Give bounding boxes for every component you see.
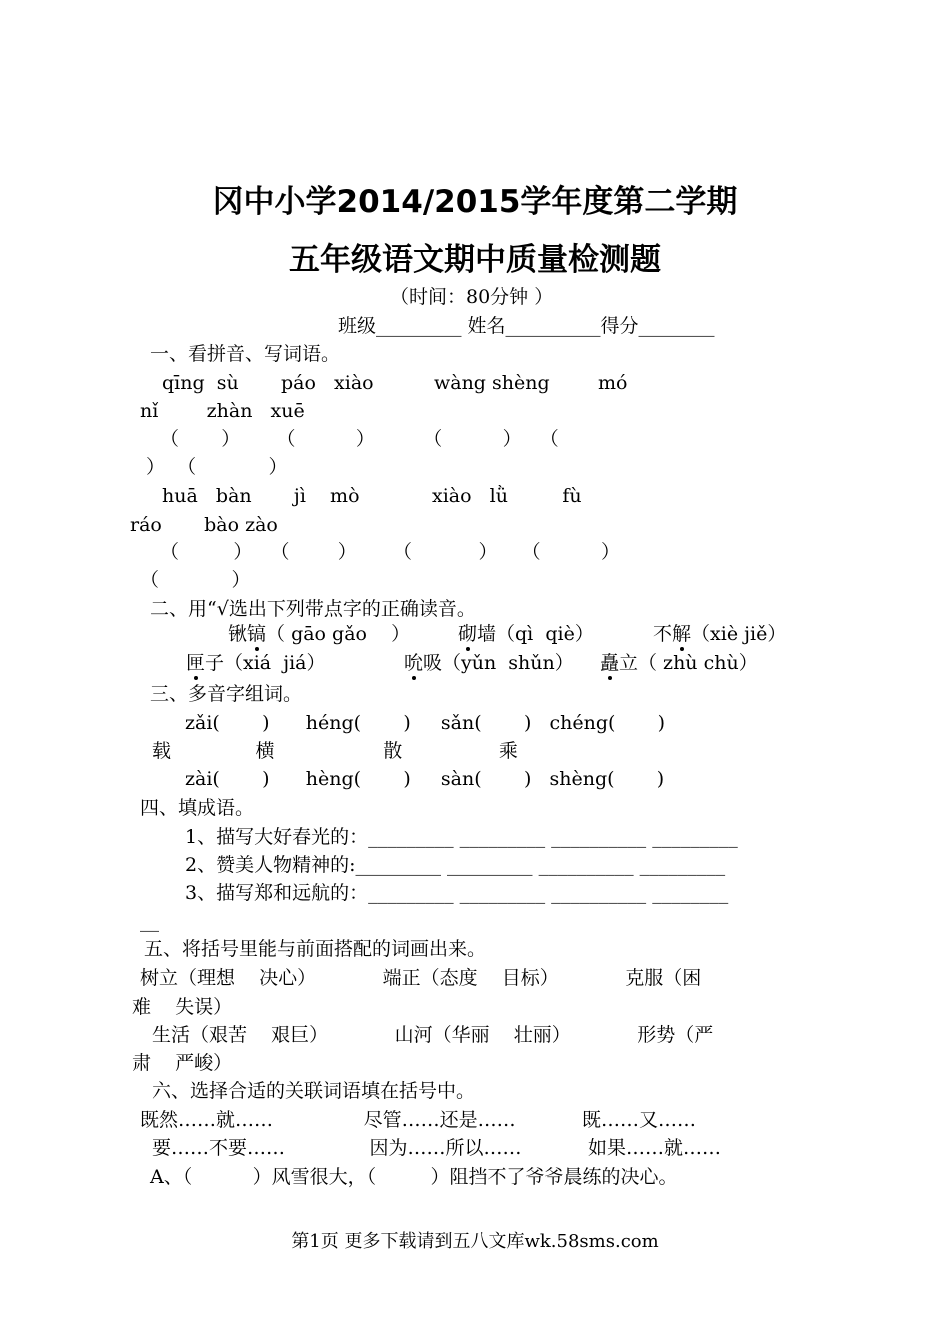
- collocation-row: 树立（理想 决心） 端正（态度 目标） 克服（困: [140, 967, 702, 989]
- dotted-word-item: [228, 622, 410, 646]
- word-part: 吸（yǔn shǔn）: [423, 652, 574, 674]
- pinyin-row: ráo bào zào: [130, 514, 278, 536]
- word-part: 立（ zhù chù）: [619, 652, 758, 674]
- dotted-char: 镐: [247, 623, 267, 645]
- dotted-char: 矗: [600, 652, 620, 674]
- time-note: （时间：80分钟 ）: [390, 286, 554, 308]
- answer-brackets-row: （ ） （ ） （ ） （ ）: [160, 541, 621, 563]
- dotted-word-item: [458, 622, 594, 646]
- polyphone-char-row: 载 横 散 乘: [152, 740, 518, 762]
- word-part: 子（xiá jiá）: [205, 652, 326, 674]
- title-line-1: 冈中小学2014/2015学年度第二学期: [212, 184, 738, 220]
- section-2-heading: 二、用“√选出下列带点字的正确读音。: [150, 598, 476, 620]
- dotted-char: 匣: [186, 652, 206, 674]
- answer-brackets-row: （ ） （ ） （ ） （: [160, 428, 559, 450]
- dotted-char: 砌: [458, 623, 478, 645]
- answer-brackets-row: ） （ ）: [146, 456, 288, 478]
- pinyin-row: qīng sù páo xiào wàng shèng mó: [162, 372, 628, 394]
- polyphone-row: zǎi( ) héng( ) sǎn( ) chéng( ): [185, 712, 666, 734]
- title-line-2: 五年级语文期中质量检测题: [289, 242, 661, 278]
- section-3-heading: 三、多音字组词。: [150, 683, 303, 705]
- idiom-fill-row: 3、描写郑和远航的：_________ _________ __________ ________: [185, 882, 729, 904]
- conjunction-options-row: 要……不要…… 因为……所以…… 如果……就……: [152, 1137, 721, 1159]
- idiom-fill-row: 2、赞美人物精神的:_________ _________ __________ _________: [185, 854, 726, 876]
- conjunction-question: A、（ ）风雪很大，（ ）阻挡不了爷爷晨练的决心。: [150, 1166, 678, 1188]
- class-name-score-line: 班级_________ 姓名__________得分________: [338, 315, 715, 337]
- idiom-fill-row-wrap: __: [140, 910, 159, 932]
- dotted-char: 解: [672, 623, 692, 645]
- word-part: （ gāo gǎo ）: [266, 623, 411, 645]
- word-part: 墙（qì qiè）: [477, 623, 594, 645]
- conjunction-options-row: 既然……就…… 尽管……还是…… 既……又……: [140, 1109, 697, 1131]
- dotted-word-item: [404, 651, 574, 675]
- word-part: （xiè jiě）: [691, 623, 787, 645]
- dotted-word-item: [186, 651, 326, 675]
- dotted-word-item: [653, 622, 786, 646]
- polyphone-row: zài( ) hèng( ) sàn( ) shèng( ): [185, 768, 665, 790]
- section-5-heading: 五、将括号里能与前面搭配的词画出来。: [144, 938, 487, 960]
- answer-brackets-row: （ ）: [140, 569, 251, 591]
- section-1-heading: 一、看拼音、写词语。: [150, 343, 341, 365]
- idiom-fill-row: 1、描写大好春光的：_________ _________ __________ _________: [185, 826, 738, 848]
- page-footer: 第1页 更多下载请到五八文库wk.58sms.com: [291, 1231, 659, 1252]
- collocation-row: 难 失误）: [132, 996, 233, 1018]
- word-part: 锹: [228, 623, 248, 645]
- dotted-word-item: [600, 651, 758, 675]
- section-4-heading: 四、填成语。: [140, 797, 255, 819]
- collocation-row: 生活（艰苦 艰巨） 山河（华丽 壮丽） 形势（严: [152, 1024, 714, 1046]
- pinyin-row: huā bàn jì mò xiào lǜ fù: [162, 485, 582, 507]
- section-6-heading: 六、选择合适的关联词语填在括号中。: [152, 1080, 476, 1102]
- pinyin-row: nǐ zhàn xuē: [140, 400, 305, 422]
- collocation-row: 肃 严峻）: [132, 1052, 233, 1074]
- dotted-char: 吮: [404, 652, 424, 674]
- word-part: 不: [653, 623, 673, 645]
